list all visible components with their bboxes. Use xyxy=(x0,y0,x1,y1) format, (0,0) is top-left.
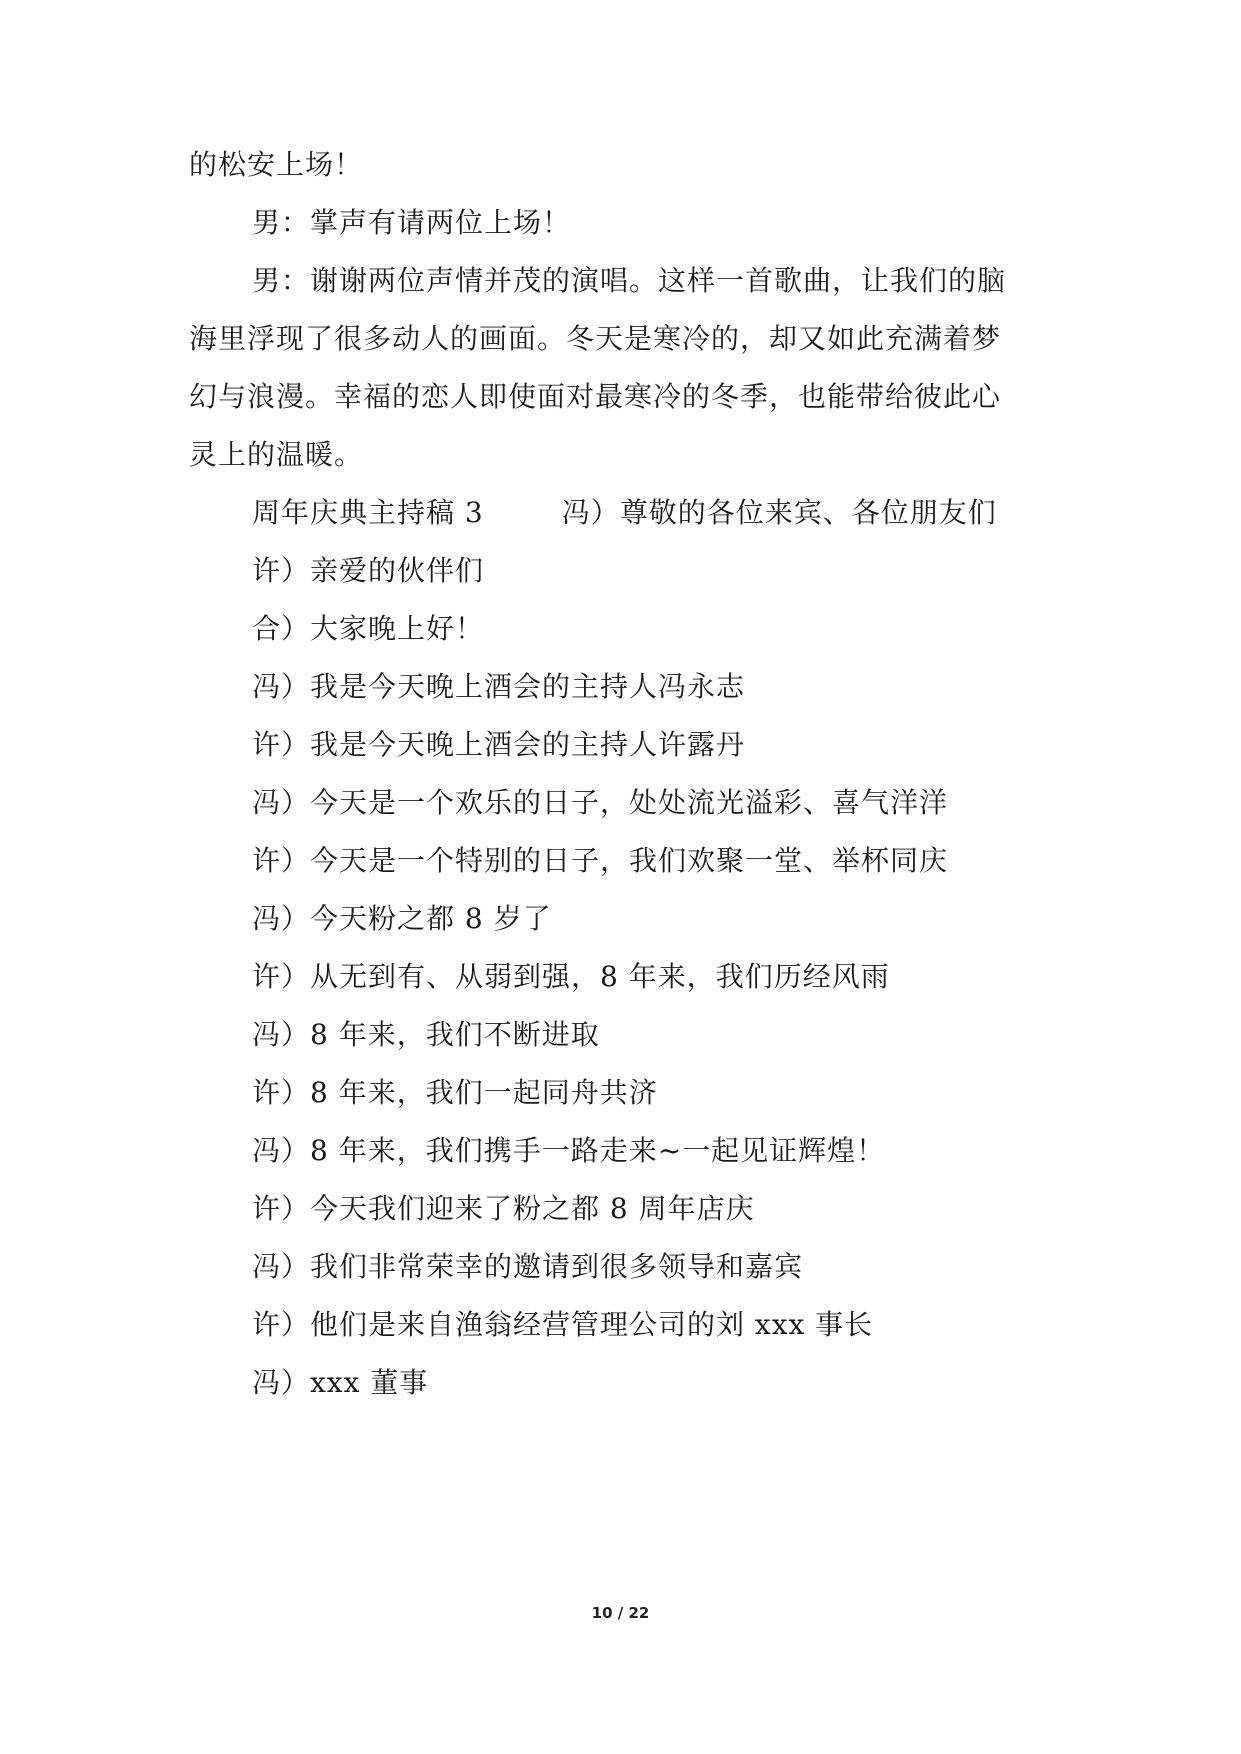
text-line: 许）从无到有、从弱到强，8 年来，我们历经风雨 xyxy=(252,960,890,993)
text-line: 冯）xxx 董事 xyxy=(252,1366,429,1399)
text-line: 幻与浪漫。幸福的恋人即使面对最寒冷的冬季，也能带给彼此心 xyxy=(189,380,1002,413)
text-line: 的松安上场！ xyxy=(189,148,364,181)
text-line: 男：掌声有请两位上场！ xyxy=(252,206,572,239)
text-line: 许）亲爱的伙伴们 xyxy=(252,554,485,587)
text-line: 冯）今天是一个欢乐的日子，处处流光溢彩、喜气洋洋 xyxy=(252,786,949,819)
text-line: 许）我是今天晚上酒会的主持人许露丹 xyxy=(252,728,746,761)
section-heading-line xyxy=(252,493,1132,533)
text-line: 灵上的温暖。 xyxy=(189,438,364,471)
text-line: 许）他们是来自渔翁经营管理公司的刘 xxx 事长 xyxy=(252,1308,874,1341)
page-number: 10 / 22 xyxy=(591,1604,650,1622)
text-line: 许）8 年来，我们一起同舟共济 xyxy=(252,1076,658,1109)
text-line: 许）今天是一个特别的日子，我们欢聚一堂、举杯同庆 xyxy=(252,844,949,877)
text-line: 冯）我们非常荣幸的邀请到很多领导和嘉宾 xyxy=(252,1250,804,1283)
text-line: 男：谢谢两位声情并茂的演唱。这样一首歌曲，让我们的脑 xyxy=(252,264,1007,297)
text-line: 冯）今天粉之都 8 岁了 xyxy=(252,902,552,935)
text-line: 合）大家晚上好！ xyxy=(252,612,485,645)
text-line: 许）今天我们迎来了粉之都 8 周年店庆 xyxy=(252,1192,755,1225)
text-line: 冯）8 年来，我们携手一路走来~一起见证辉煌！ xyxy=(252,1134,886,1167)
text-line: 海里浮现了很多动人的画面。冬天是寒冷的，却又如此充满着梦 xyxy=(189,322,1002,355)
text-line: 冯）尊敬的各位来宾、各位朋友们 xyxy=(561,496,997,529)
section-title: 周年庆典主持稿 3 xyxy=(252,496,484,529)
text-line: 冯）8 年来，我们不断进取 xyxy=(252,1018,600,1051)
text-line: 冯）我是今天晚上酒会的主持人冯永志 xyxy=(252,670,746,703)
